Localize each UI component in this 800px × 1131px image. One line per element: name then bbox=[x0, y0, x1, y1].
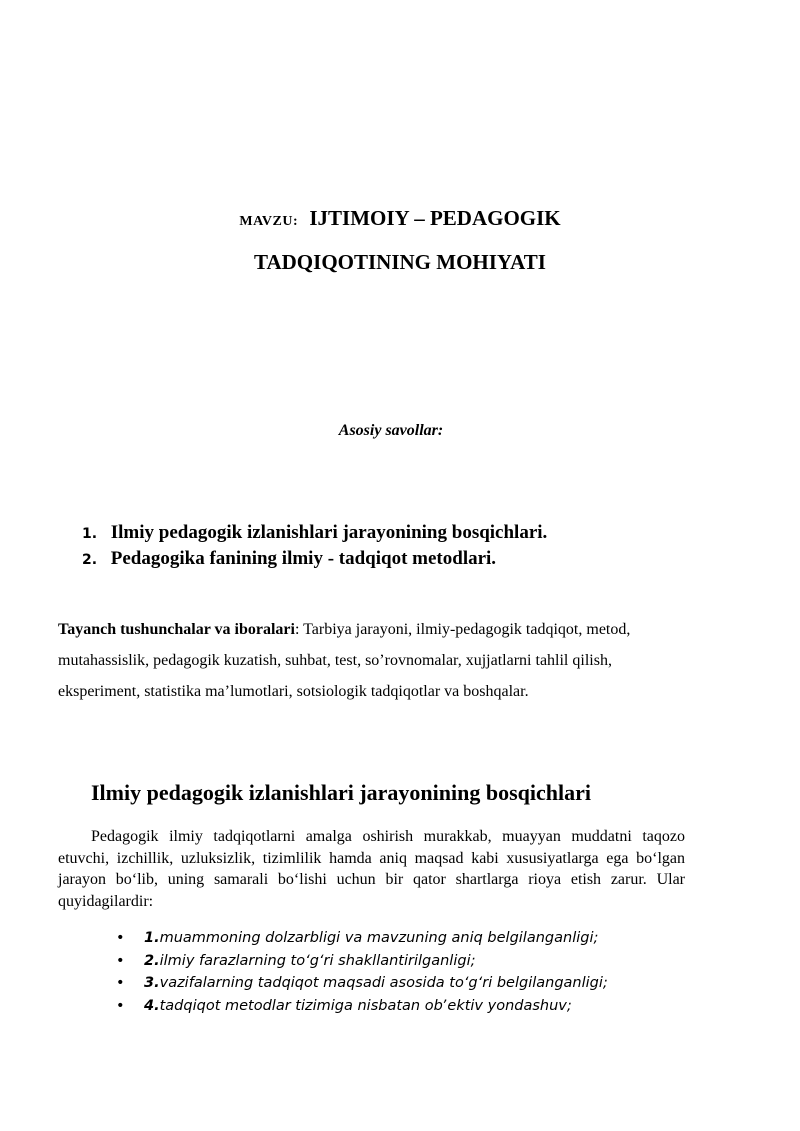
question-item bbox=[82, 522, 547, 548]
questions-list bbox=[82, 522, 547, 574]
subheading: Asosiy savollar: bbox=[338, 422, 444, 439]
keywords-separator: : bbox=[294, 621, 300, 638]
list-item bbox=[116, 953, 608, 976]
keywords-label: Tayanch tushunchalar va iboralari bbox=[58, 621, 295, 638]
list-item-text: tadqiqot metodlar tizimiga nisbatan obʼektiv yondashuv; bbox=[159, 997, 572, 1014]
list-item bbox=[116, 975, 608, 998]
title-text-1: IJTIMOIY – PEDAGOGIK bbox=[309, 206, 561, 230]
question-number: 2. bbox=[82, 552, 98, 568]
list-item-number: 2. bbox=[144, 952, 160, 969]
question-item bbox=[82, 548, 547, 574]
conditions-list bbox=[116, 930, 608, 1020]
question-text: Pedagogika fanining ilmiy - tadqiqot metodlari. bbox=[110, 548, 497, 569]
body-paragraph: Pedagogik ilmiy tadqiqotlarni amalga oshirish murakkab, muayyan muddatni taqozo etuvchi, izchillik, uzluksizlik, tizimlilik hamda aniq maqsad kabi xususiyatlarga ega boʻlgan jarayon boʻlib, uning samarali boʻlishi uchun bir qator shartlarga rioya etish zarur. Ular quyidagilardir: bbox=[58, 828, 685, 910]
section-heading: Ilmiy pedagogik izlanishlari jarayonining bosqichlari bbox=[91, 780, 591, 805]
keywords-text: Tarbiya jarayoni, ilmiy-pedagogik tadqiqot, metod, mutahassislik, pedagogik kuzatish, suhbat, test, so’rovnomalar, xujjatlarni tahlil qilish, eksperiment, statistika ma’lumotlari, sotsiologik tadqiqotlar va boshqalar. bbox=[58, 621, 631, 700]
question-text: Ilmiy pedagogik izlanishlari jarayonining bosqichlari. bbox=[110, 522, 548, 543]
bullet-icon: • bbox=[116, 997, 125, 1014]
list-item-number: 1. bbox=[144, 930, 160, 946]
bullet-icon: • bbox=[116, 952, 125, 969]
list-item-number: 4. bbox=[144, 997, 160, 1014]
page-title-line-1 bbox=[0, 206, 800, 231]
list-item bbox=[116, 998, 608, 1021]
list-item-number: 3. bbox=[144, 975, 160, 991]
keywords-paragraph bbox=[58, 614, 698, 707]
list-item-text: muammoning dolzarbligi va mavzuning aniq belgilanganligi; bbox=[159, 930, 599, 946]
question-number: 1. bbox=[82, 526, 98, 542]
list-item bbox=[116, 930, 608, 953]
list-item-text: ilmiy farazlarning toʻgʻri shakllantirilganligi; bbox=[159, 952, 476, 969]
list-item-text: vazifalarning tadqiqot maqsadi asosida toʻgʻri belgilanganligi; bbox=[159, 975, 608, 991]
bullet-icon: • bbox=[116, 930, 125, 946]
bullet-icon: • bbox=[116, 975, 125, 991]
title-prefix: MAVZU: bbox=[239, 214, 299, 229]
page-title-line-2: TADQIQOTINING MOHIYATI bbox=[254, 250, 546, 274]
